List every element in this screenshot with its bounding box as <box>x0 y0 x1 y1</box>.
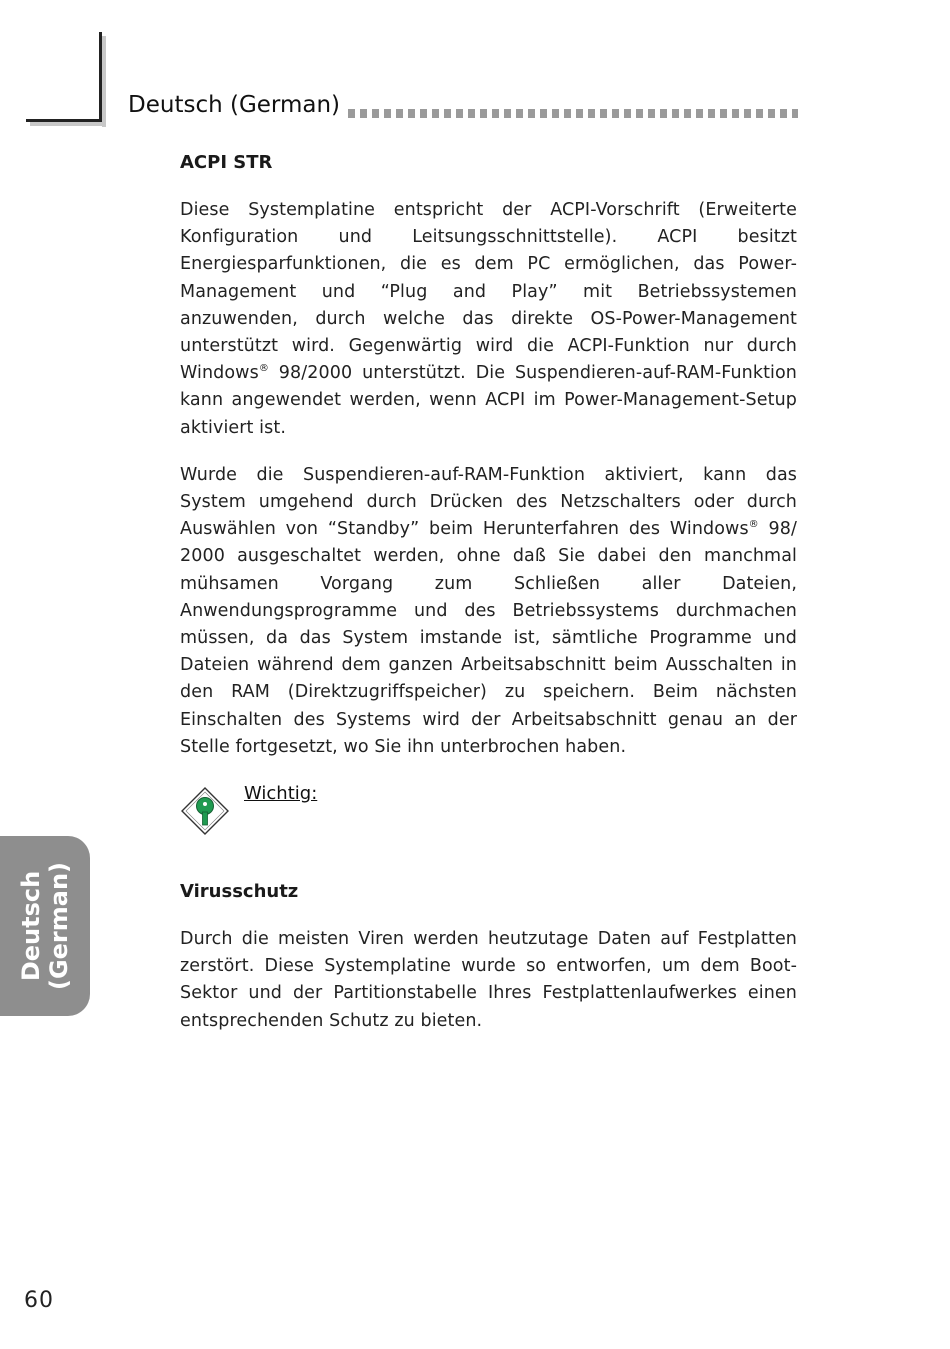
corner-mark-vertical <box>99 32 102 122</box>
main-content <box>180 150 797 1035</box>
acpi-p1-text-b: 98/2000 unterstützt. Die Suspendieren-auf-RAM-Funktion kann angewendet werden, wenn ACPI im Power-Management-Setup aktiviert ist. <box>180 363 797 438</box>
side-tab-line-2: (German) <box>45 861 73 991</box>
section-heading-acpi: ACPI STR <box>180 152 273 173</box>
side-language-tab <box>0 836 90 1016</box>
corner-mark-shadow-horizontal <box>30 122 106 126</box>
side-tab-label <box>17 862 73 990</box>
page-number: 60 <box>24 1288 54 1313</box>
acpi-p2-text-b: 98/ 2000 ausgeschaltet werden, ohne daß Sie dabei den manchmal mühsamen Vorgang zum Schließen aller Dateien, Anwendungsprogramme und des Betriebssystems durchmachen müssen, da das System imstande ist, sämtliche Programme und Dateien während dem ganzen Arbeitsabschnitt beim Ausschalten in den RAM (Direktzugriffspeicher) zu speichern. Beim nächsten Einschalten des Systems wird der Arbeitsabschnitt genau an der Stelle fortgesetzt, wo Sie ihn unterbrochen haben. <box>180 519 797 757</box>
section-heading-virus: Virusschutz <box>180 881 299 903</box>
acpi-p2-text-a: Wurde die Suspendieren-auf-RAM-Funktion aktiviert, kann das System umgehend durch Drücken des Netzschalters oder durch Auswählen von “Standby” beim Herunterfahren des Windows <box>180 464 797 540</box>
acpi-p1-text-a: Diese Systemplatine entspricht der ACPI-Vorschrift (Erweiterte Konfiguration und Leitsungsschnittstelle). ACPI besitzt Energiesparfunktionen, die es dem PC ermöglichen, das Power-Management und “Plug and Play” mit Betriebssystemen anzuwenden, durch welche das direkte OS-Power-Management unterstützt wird. Gegenwärtig wird die ACPI-Funktion nur durch Windows <box>180 200 797 384</box>
acpi-paragraph-2 <box>180 462 797 761</box>
important-label: Wichtig: <box>244 783 318 805</box>
side-tab-line-1: Deutsch <box>17 870 45 982</box>
registered-mark: ® <box>258 363 269 375</box>
registered-mark: ® <box>748 519 759 531</box>
header-dotted-rule <box>348 109 798 118</box>
key-diamond-icon <box>180 786 230 836</box>
virus-paragraph-1: Durch die meisten Viren werden heutzutage Daten auf Festplatten zerstört. Diese Systemplatine wurde so entworfen, um dem Boot-Sektor und der Partitionstabelle Ihres Festplattenlaufwerkes einen entsprechenden Schutz zu bieten. <box>180 929 797 1031</box>
acpi-paragraph-1 <box>180 197 797 442</box>
corner-mark-horizontal <box>26 119 102 122</box>
page-header-title: Deutsch (German) <box>128 92 341 118</box>
important-note <box>180 781 797 857</box>
corner-mark-shadow-vertical <box>102 36 106 127</box>
